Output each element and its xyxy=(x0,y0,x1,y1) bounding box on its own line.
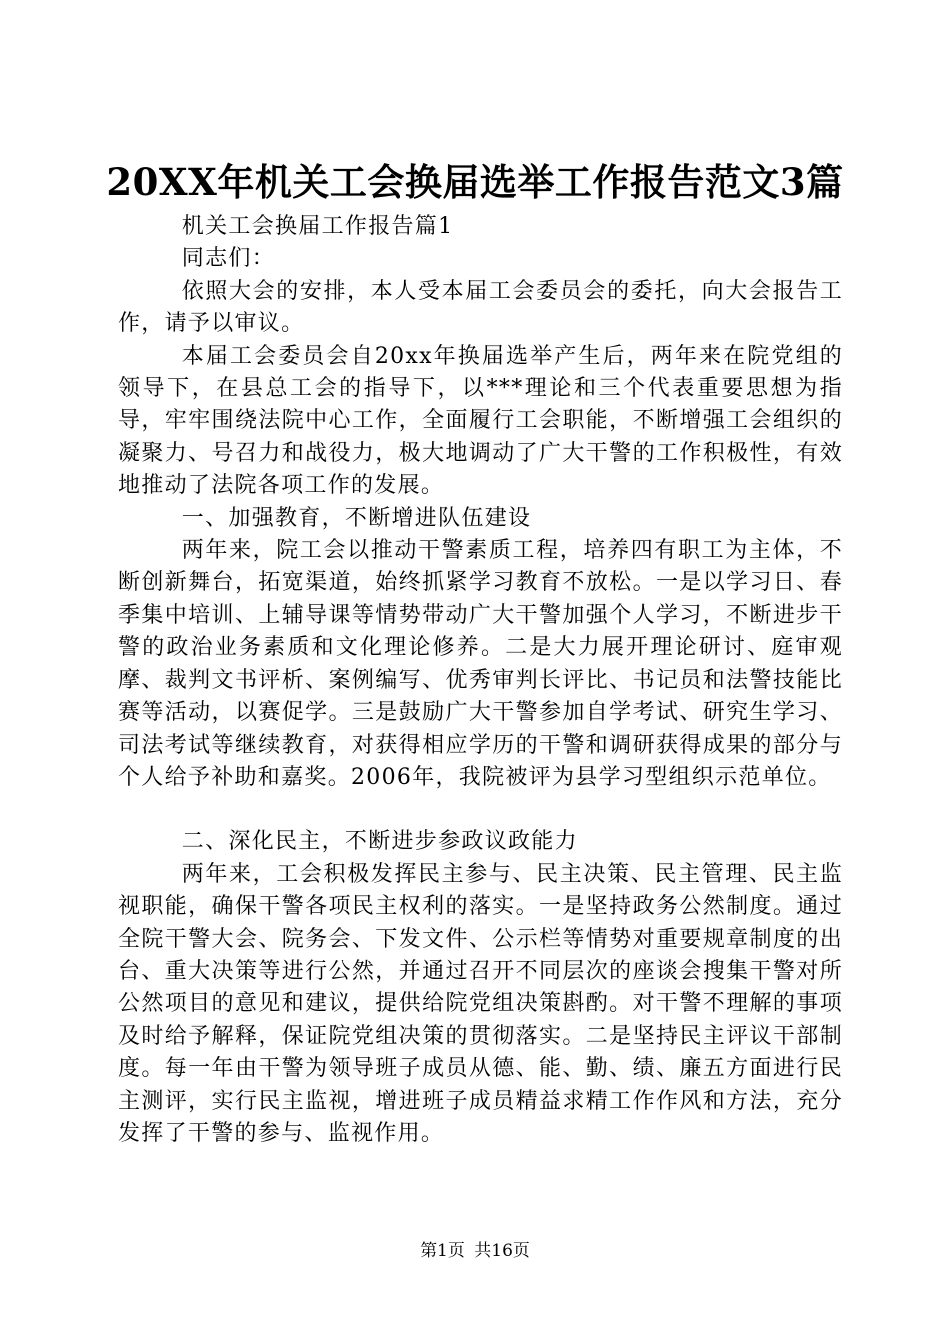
paragraph-gap xyxy=(118,794,843,826)
section-heading-education: 一、加强教育，不断增进队伍建设 xyxy=(181,505,532,531)
document-body xyxy=(118,211,843,1150)
body-paragraph-intro: 依照大会的安排，本人受本届工会委员会的委托，向大会报告工作，请予以审议。 xyxy=(118,278,843,337)
section-heading-democracy: 二、深化民主，不断进步参政议政能力 xyxy=(181,829,578,855)
salutation: 同志们： xyxy=(181,246,275,272)
page-number-footer: 第1页 共16页 xyxy=(420,1241,530,1261)
body-paragraph-education: 两年来，院工会以推动干警素质工程，培养四有职工为主体，不断创新舞台，拓宽渠道，始终抓紧学习教育不放松。一是以学习日、春季集中培训、上辅导课等情势带动广大干警加强个人学习，不断进步干警的政治业务素质和文化理论修养。二是大力展开理论研讨、庭审观摩、裁判文书评析、案例编写、优秀审判长评比、书记员和法警技能比赛等活动，以赛促学。三是鼓励广大干警参加自学考试、研究生学习、司法考试等继续教育，对获得相应学历的干警和调研获得成果的部分与个人给予补助和嘉奖。2006年，我院被评为县学习型组织示范单位。 xyxy=(118,538,843,790)
body-paragraph-democracy: 两年来，工会积极发挥民主参与、民主决策、民主管理、民主监视职能，确保干警各项民主权利的落实。一是坚持政务公然制度。通过全院干警大会、院务会、下发文件、公示栏等情势对重要规章制度的出台、重大决策等进行公然，并通过召开不同层次的座谈会搜集干警对所公然项目的意见和建议，提供给院党组决策斟酌。对干警不理解的事项及时给予解释，保证院党组决策的贯彻落实。二是坚持民主评议干部制度。每一年由干警为领导班子成员从德、能、勤、绩、廉五方面进行民主测评，实行民主监视，增进班子成员精益求精工作作风和方法，充分发挥了干警的参与、监视作用。 xyxy=(118,861,843,1146)
document-title: 20XX年机关工会换届选举工作报告范文3篇 xyxy=(106,160,844,204)
body-paragraph-overview: 本届工会委员会自20xx年换届选举产生后，两年来在院党组的领导下，在县总工会的指导下，以***理论和三个代表重要思想为指导，牢牢围绕法院中心工作，全面履行工会职能，不断增强工会组织的凝聚力、号召力和战役力，极大地调动了广大干警的工作积极性，有效地推动了法院各项工作的发展。 xyxy=(118,343,843,499)
section-subtitle: 机关工会换届工作报告篇1 xyxy=(181,214,454,239)
